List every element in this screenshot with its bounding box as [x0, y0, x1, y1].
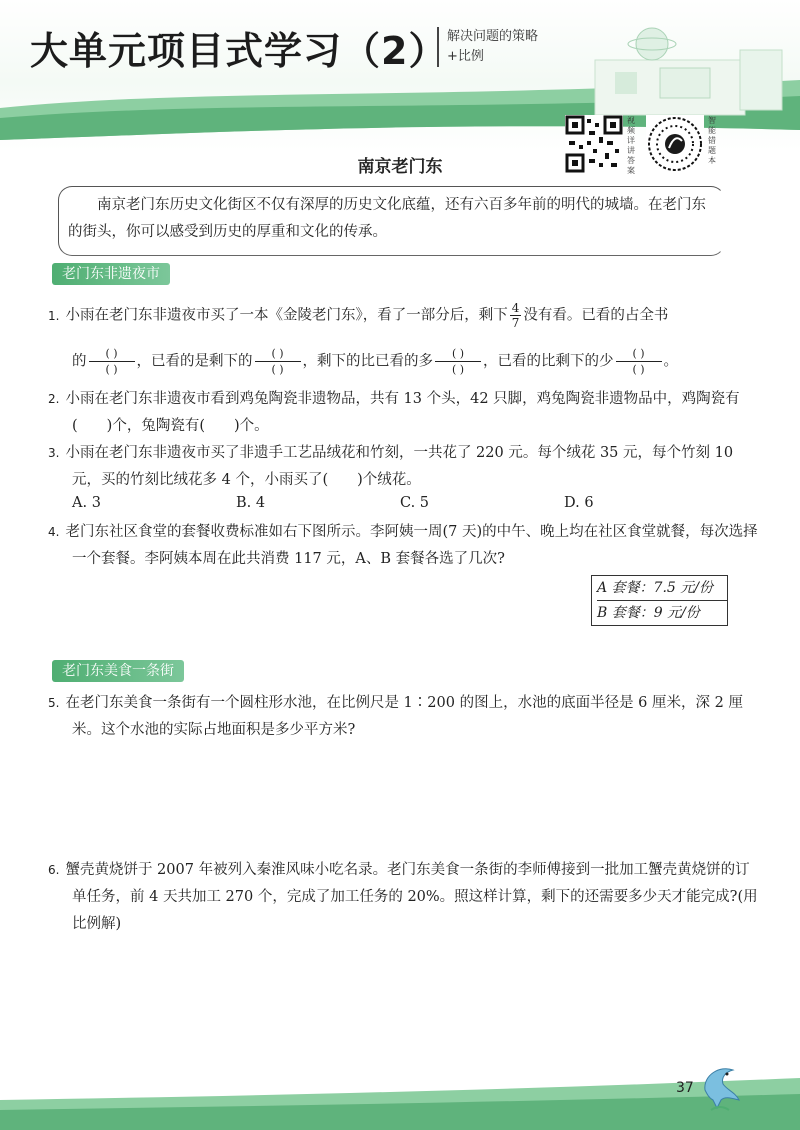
- intro-paragraph: 南京老门东历史文化街区不仅有深厚的历史文化底蕴，还有六百多年前的明代的城墙。在老门东的街头，你可以感受到历史的厚重和文化的传承。: [68, 197, 706, 240]
- question-number: 3.: [48, 446, 60, 460]
- unit-subtitle: [437, 27, 538, 67]
- question-number: 2.: [48, 392, 60, 406]
- answer-blank-fraction[interactable]: ( ) ( ): [435, 346, 481, 377]
- section-tag-night-market: 老门东非遗夜市: [52, 263, 170, 285]
- subtitle-line-1: 解决问题的策略: [447, 29, 539, 44]
- price-a: A 套餐：7.5 元/份: [597, 576, 727, 601]
- question-4: [48, 519, 762, 573]
- q5-text: 在老门东美食一条街有一个圆柱形水池，在比例尺是 1∶200 的图上，水池的底面半径是 6 厘米，深 2 厘米。这个水池的实际占地面积是多少平方米?: [65, 695, 743, 738]
- price-b: B 套餐：9 元/份: [597, 605, 700, 621]
- page-number: 37: [676, 1080, 694, 1096]
- question-2: [48, 386, 762, 440]
- q1-text-a: 小雨在老门东非遗夜市买了一本《金陵老门东》，看了一部分后，剩下: [65, 307, 508, 324]
- q2-text: 小雨在老门东非遗夜市看到鸡兔陶瓷非遗物品，共有 13 个头，42 只脚，鸡兔陶瓷非遗物品中，鸡陶瓷有( )个，兔陶瓷有( )个。: [65, 391, 740, 434]
- question-1-blanks: 的 ( ) ( ) ，已看的是剩下的 ( ) ( ) ，剩下的比已看的多 ( ) ( ) ，已看的比剩下的少 ( ) ( ) 。: [72, 347, 678, 376]
- question-number: 4.: [48, 525, 60, 539]
- question-6: [48, 857, 762, 938]
- meal-price-table: [591, 575, 728, 626]
- answer-blank-fraction[interactable]: ( ) ( ): [89, 346, 135, 377]
- question-5: [48, 690, 762, 744]
- question-number: 5.: [48, 696, 60, 710]
- qr-caption-error-book: 智能错题本: [708, 116, 716, 165]
- question-number: 1.: [48, 308, 60, 323]
- choice-d[interactable]: D. 6: [564, 495, 594, 511]
- q3-text: 小雨在老门东非遗夜市买了非遗手工艺品绒花和竹刻，一共花了 220 元。每个绒花 35 元，每个竹刻 10 元，买的竹刻比绒花多 4 个，小雨买了( )个绒花。: [65, 445, 734, 488]
- q6-text: 蟹壳黄烧饼于 2007 年被列入秦淮风味小吃名录。老门东美食一条街的李师傅接到一批加工蟹壳黄烧饼的订单任务，前 4 天共加工 270 个，完成了加工任务的 20%。照这样计算，剩下的还需要多少天才能完成?(用比例解): [65, 862, 758, 932]
- page-heading: 大单元项目式学习（2）: [30, 29, 448, 73]
- answer-blank-fraction[interactable]: ( ) ( ): [255, 346, 301, 377]
- fraction-four-sevenths: $\frac{4}{7}$: [511, 301, 520, 330]
- books-and-globe-illustration: [590, 20, 790, 120]
- question-number: 6.: [48, 863, 60, 877]
- choice-a[interactable]: A. 3: [72, 495, 101, 511]
- qr-caption-video: 视频详讲答案: [627, 116, 635, 175]
- question-1: [48, 301, 738, 330]
- dolphin-icon: [695, 1060, 745, 1115]
- choice-b[interactable]: B. 4: [236, 495, 266, 511]
- subtitle-line-2: +比例: [447, 49, 484, 64]
- q4-text: 老门东社区食堂的套餐收费标准如右下图所示。李阿姨一周(7 天)的中午、晚上均在社区食堂就餐，每次选择一个套餐。李阿姨本周在此共消费 117 元，A、B 套餐各选了几次?: [65, 524, 758, 567]
- section-tag-food-street: 老门东美食一条街: [52, 660, 184, 682]
- question-3: [48, 440, 762, 494]
- answer-blank-fraction[interactable]: ( ) ( ): [616, 346, 662, 377]
- choice-c[interactable]: C. 5: [400, 495, 430, 511]
- page-title: 南京老门东: [357, 157, 443, 177]
- q1-text-b: 没有看。已看的占全书: [523, 307, 669, 324]
